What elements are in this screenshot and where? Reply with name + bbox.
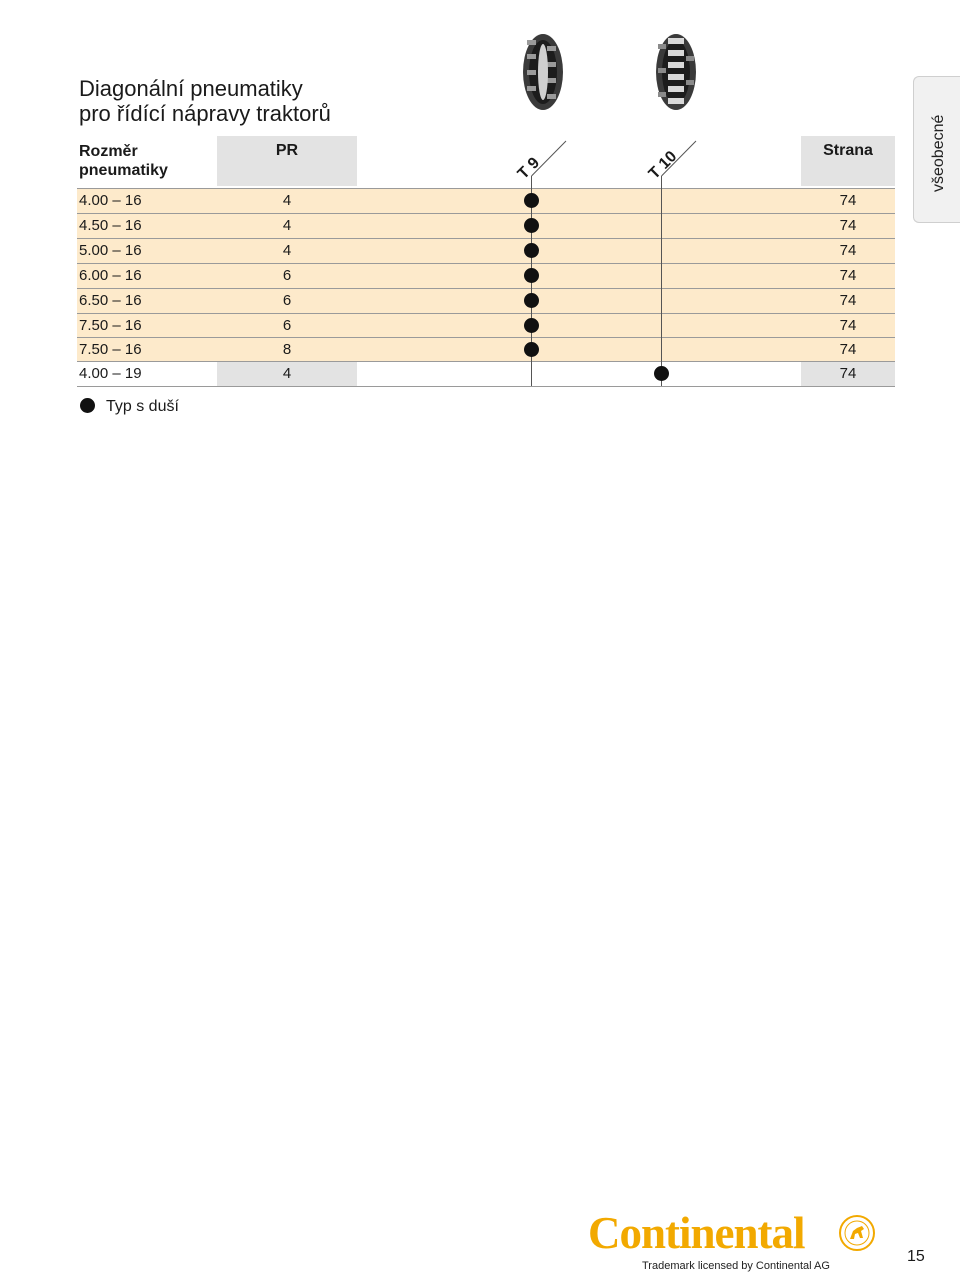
col-header-size	[79, 142, 168, 180]
availability-dot-t9	[524, 243, 539, 258]
cell-pr: 6	[282, 292, 292, 309]
table-row	[77, 263, 895, 288]
title-line-1: Diagonální pneumatiky	[79, 76, 303, 101]
legend-dot-icon	[80, 398, 95, 413]
legend-text: Typ s duší	[106, 398, 179, 415]
col-header-size-line1: Rozměr	[79, 143, 138, 160]
availability-dot-t9	[524, 342, 539, 357]
tire-t10-icon	[652, 32, 700, 112]
cell-page: 74	[839, 192, 857, 209]
page-number: 15	[907, 1248, 925, 1265]
cell-pr: 6	[282, 317, 292, 334]
t10-column-line	[661, 186, 662, 386]
cell-page: 74	[839, 317, 857, 334]
col-header-t10: T 10	[645, 148, 681, 183]
table-row	[77, 238, 895, 263]
table-row	[77, 361, 895, 387]
cell-size: 6.00 – 16	[79, 267, 142, 284]
col-header-page: Strana	[823, 142, 873, 159]
cell-size: 5.00 – 16	[79, 242, 142, 259]
cell-pr: 4	[282, 365, 292, 382]
cell-pr: 8	[282, 341, 292, 358]
table-row	[77, 288, 895, 313]
cell-pr: 4	[282, 192, 292, 209]
availability-dot-t9	[524, 318, 539, 333]
cell-size: 4.00 – 19	[79, 365, 142, 382]
cell-page: 74	[839, 365, 857, 382]
title-line-2: pro řídící nápravy traktorů	[79, 101, 331, 126]
availability-dot-t9	[524, 193, 539, 208]
cell-size: 4.00 – 16	[79, 192, 142, 209]
cell-page: 74	[839, 341, 857, 358]
table-row	[77, 213, 895, 238]
cell-size: 7.50 – 16	[79, 341, 142, 358]
col-header-size-line2: pneumatiky	[79, 162, 168, 179]
cell-page: 74	[839, 267, 857, 284]
cell-page: 74	[839, 242, 857, 259]
cell-pr: 6	[282, 267, 292, 284]
availability-dot-t9	[524, 293, 539, 308]
trademark-text: Trademark licensed by Continental AG	[642, 1260, 830, 1272]
table-row	[77, 337, 895, 362]
table-row	[77, 313, 895, 338]
page-title	[79, 76, 331, 126]
col-header-t9: T 9	[514, 154, 544, 183]
availability-dot-t9	[524, 218, 539, 233]
cell-page: 74	[839, 292, 857, 309]
col-header-pr: PR	[275, 142, 299, 159]
cell-pr: 4	[282, 242, 292, 259]
cell-pr: 4	[282, 217, 292, 234]
table-row	[77, 188, 895, 213]
continental-logo: Continental	[588, 1208, 805, 1258]
side-tab-label: všeobecné	[930, 114, 947, 192]
cell-size: 4.50 – 16	[79, 217, 142, 234]
cell-size: 6.50 – 16	[79, 292, 142, 309]
availability-dot-t9	[524, 268, 539, 283]
horse-emblem-icon	[838, 1214, 876, 1252]
availability-dot-t10	[654, 366, 669, 381]
cell-page: 74	[839, 217, 857, 234]
tire-t9-icon	[519, 32, 567, 112]
cell-size: 7.50 – 16	[79, 317, 142, 334]
